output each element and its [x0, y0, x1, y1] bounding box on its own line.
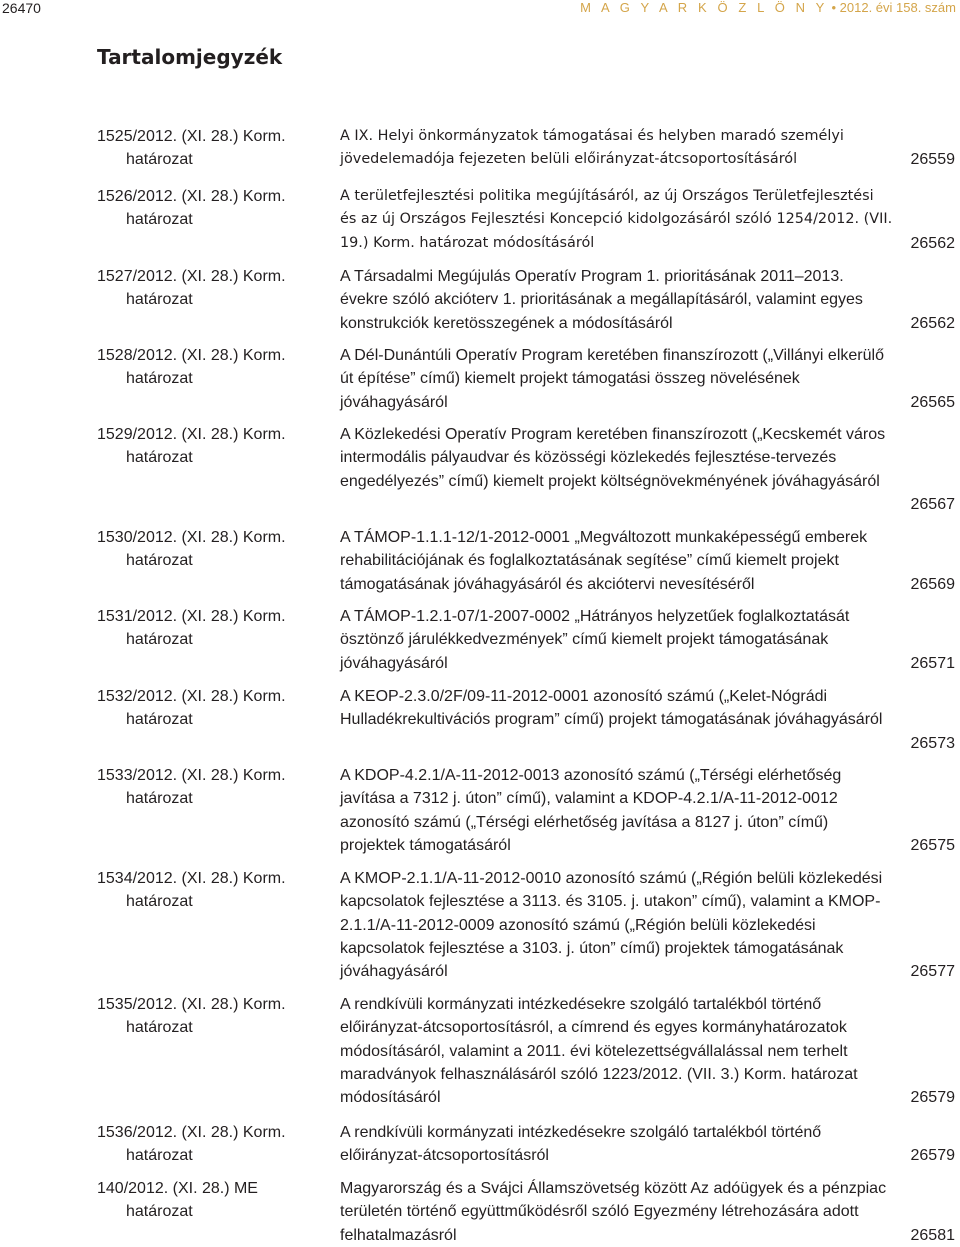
entry-number: 1531/2012. (XI. 28.) Korm. [97, 608, 286, 625]
entry-number: 1532/2012. (XI. 28.) Korm. [97, 688, 286, 705]
entry-number: 1529/2012. (XI. 28.) Korm. [97, 426, 286, 443]
entry-number: 1525/2012. (XI. 28.) Korm. [97, 128, 286, 145]
entry-description-text: A TÁMOP-1.1.1-12/1-2012-0001 „Megváltozott munkaképességű emberek rehabilitációjának és foglalkoztatásának segítése” című kiemelt projekt támogatásának jóváhagyásáról és akciótervi nevesítéséről [340, 529, 868, 593]
entry-page[interactable]: 26567 [905, 493, 956, 516]
entry-kind: határozat [126, 291, 193, 309]
entry-kind: határozat [126, 631, 193, 649]
entry-description-text: A Társadalmi Megújulás Operatív Program 1. prioritásának 2011–2013. évekre szóló akcióterv 1. prioritásának a megállapításáról, valamint egyes konstrukciók keretösszegének a módosításáról [340, 268, 863, 332]
entry-number: 140/2012. (XI. 28.) ME [97, 1180, 258, 1197]
entry-description [340, 764, 955, 857]
entry-description-text: A TÁMOP-1.2.1-07/1-2007-0002 „Hátrányos helyzetűek foglalkoztatását ösztönző járulékkedvezmények” című kiemelt projekt támogatásának jóváhagyásáról [340, 608, 850, 672]
entry-description-text: A KDOP-4.2.1/A-11-2012-0013 azonosító számú („Térségi elérhetőség javítása a 7312 j. úton” című), valamint a KDOP-4.2.1/A-11-2012-0012 azonosító számú („Térségi elérhetőség javítása a 8127 j. úton” című) projektek támogatásáról [340, 767, 842, 854]
entry-description [340, 1121, 955, 1168]
entry-number: 1535/2012. (XI. 28.) Korm. [97, 996, 286, 1013]
entry-page[interactable]: 26579 [905, 1144, 956, 1167]
entry-kind: határozat [126, 893, 193, 911]
entry-description-text: A KMOP-2.1.1/A-11-2012-0010 azonosító számú („Régión belüli közlekedési kapcsolatok fejlesztése a 3113. és 3105. j. utakon” című), valamint a KMOP-2.1.1/A-11-2012-0009 azonosító számú („Régión belüli közlekedési kapcsolatok fejlesztése a 3103. j. úton” című) projektek támogatásának jóváhagyásáról [340, 870, 883, 981]
entry-description-text: Magyarország és a Svájci Államszövetség között Az adóügyek és a pénzpiac területén történő együttműködésről szóló Egyezmény létrehozására adott felhatalmazásról [340, 1180, 887, 1244]
entry-page[interactable]: 26575 [905, 834, 956, 857]
entry-kind: határozat [126, 211, 193, 229]
entry-page[interactable]: 26579 [905, 1086, 956, 1109]
entry-description-text: A IX. Helyi önkormányzatok támogatásai és helyben maradó személyi jövedelemadója fejezeten belüli előirányzat-átcsoportosításáról [340, 128, 844, 168]
entry-page[interactable]: 26573 [905, 732, 956, 755]
entry-reference [97, 125, 327, 172]
entry-number: 1526/2012. (XI. 28.) Korm. [97, 188, 286, 205]
entry-reference [97, 344, 327, 391]
entry-number: 1527/2012. (XI. 28.) Korm. [97, 268, 286, 285]
entry-page[interactable]: 26565 [905, 391, 956, 414]
entry-description [340, 993, 955, 1110]
entry-reference [97, 605, 327, 652]
entry-reference [97, 265, 327, 312]
page-number: 26470 [2, 0, 41, 16]
entry-description [340, 1177, 955, 1247]
entry-description [340, 265, 955, 335]
entry-reference [97, 764, 327, 811]
entry-page[interactable]: 26562 [905, 232, 956, 255]
entry-number: 1536/2012. (XI. 28.) Korm. [97, 1124, 286, 1141]
entry-kind: határozat [126, 711, 193, 729]
entry-kind: határozat [126, 1203, 193, 1221]
entry-kind: határozat [126, 449, 193, 467]
entry-description-text: A Dél-Dunántúli Operatív Program keretében finanszírozott („Villányi elkerülő út építése” című) kiemelt projekt támogatási összeg növelésének jóváhagyásáról [340, 347, 884, 411]
entry-description-text: A területfejlesztési politika megújításáról, az új Országos Területfejlesztési és az új Országos Fejlesztési Koncepció kidolgozásáról szóló 1254/2012. (VII. 19.) Korm. határozat módosításáról [340, 188, 893, 251]
entry-kind: határozat [126, 790, 193, 808]
entry-description [340, 344, 955, 414]
page-title: Tartalomjegyzék [97, 45, 283, 69]
entry-number: 1530/2012. (XI. 28.) Korm. [97, 529, 286, 546]
running-header [0, 0, 960, 18]
entry-reference [97, 867, 327, 914]
entry-description-text: A rendkívüli kormányzati intézkedésekre szolgáló tartalékból történő előirányzat-átcsoportosításról, a címrend és egyes kormányhatározatok módosításáról, valamint a 2011. évi kötelezettségvállalással nem terhelt maradványok felhasználásáról szóló 1223/2012. (VII. 3.) Korm. határozat módosításáról [340, 996, 858, 1107]
entry-description [340, 423, 955, 516]
entry-reference [97, 993, 327, 1040]
entry-kind: határozat [126, 370, 193, 388]
entry-reference [97, 1121, 327, 1168]
journal-name: M A G Y A R K Ö Z L Ö N Y [580, 0, 828, 15]
running-head [580, 0, 956, 16]
entry-kind: határozat [126, 1147, 193, 1165]
entry-page[interactable]: 26581 [905, 1224, 956, 1247]
entry-page[interactable]: 26569 [905, 573, 956, 596]
issue-label: • 2012. évi 158. szám [827, 0, 956, 15]
entry-reference [97, 423, 327, 470]
entry-kind: határozat [126, 552, 193, 570]
entry-page[interactable]: 26562 [905, 312, 956, 335]
entry-reference [97, 185, 327, 232]
entry-description [340, 605, 955, 675]
entry-description [340, 526, 955, 596]
entry-description-text: A KEOP-2.3.0/2F/09-11-2012-0001 azonosító számú („Kelet-Nógrádi Hulladékrekultivációs program” című) projekt támogatásának jóváhagyásáról [340, 688, 883, 729]
entry-number: 1528/2012. (XI. 28.) Korm. [97, 347, 286, 364]
entry-reference [97, 526, 327, 573]
entry-description-text: A rendkívüli kormányzati intézkedésekre szolgáló tartalékból történő előirányzat-átcsoportosításról [340, 1124, 822, 1165]
entry-reference [97, 1177, 327, 1224]
entry-description [340, 185, 955, 255]
entry-kind: határozat [126, 151, 193, 169]
entry-description [340, 125, 955, 172]
entry-description [340, 867, 955, 984]
entry-number: 1534/2012. (XI. 28.) Korm. [97, 870, 286, 887]
entry-description [340, 685, 955, 755]
entry-page[interactable]: 26559 [905, 148, 956, 171]
entry-description-text: A Közlekedési Operatív Program keretében finanszírozott („Kecskemét város intermodális pályaudvar és közösségi közlekedés fejlesztése-tervezés engedélyezés” című) kiemelt projekt költségnövekményének jóváhagyásáról [340, 426, 886, 490]
entry-reference [97, 685, 327, 732]
entry-kind: határozat [126, 1019, 193, 1037]
entry-number: 1533/2012. (XI. 28.) Korm. [97, 767, 286, 784]
entry-page[interactable]: 26571 [905, 652, 956, 675]
entry-page[interactable]: 26577 [905, 960, 956, 983]
